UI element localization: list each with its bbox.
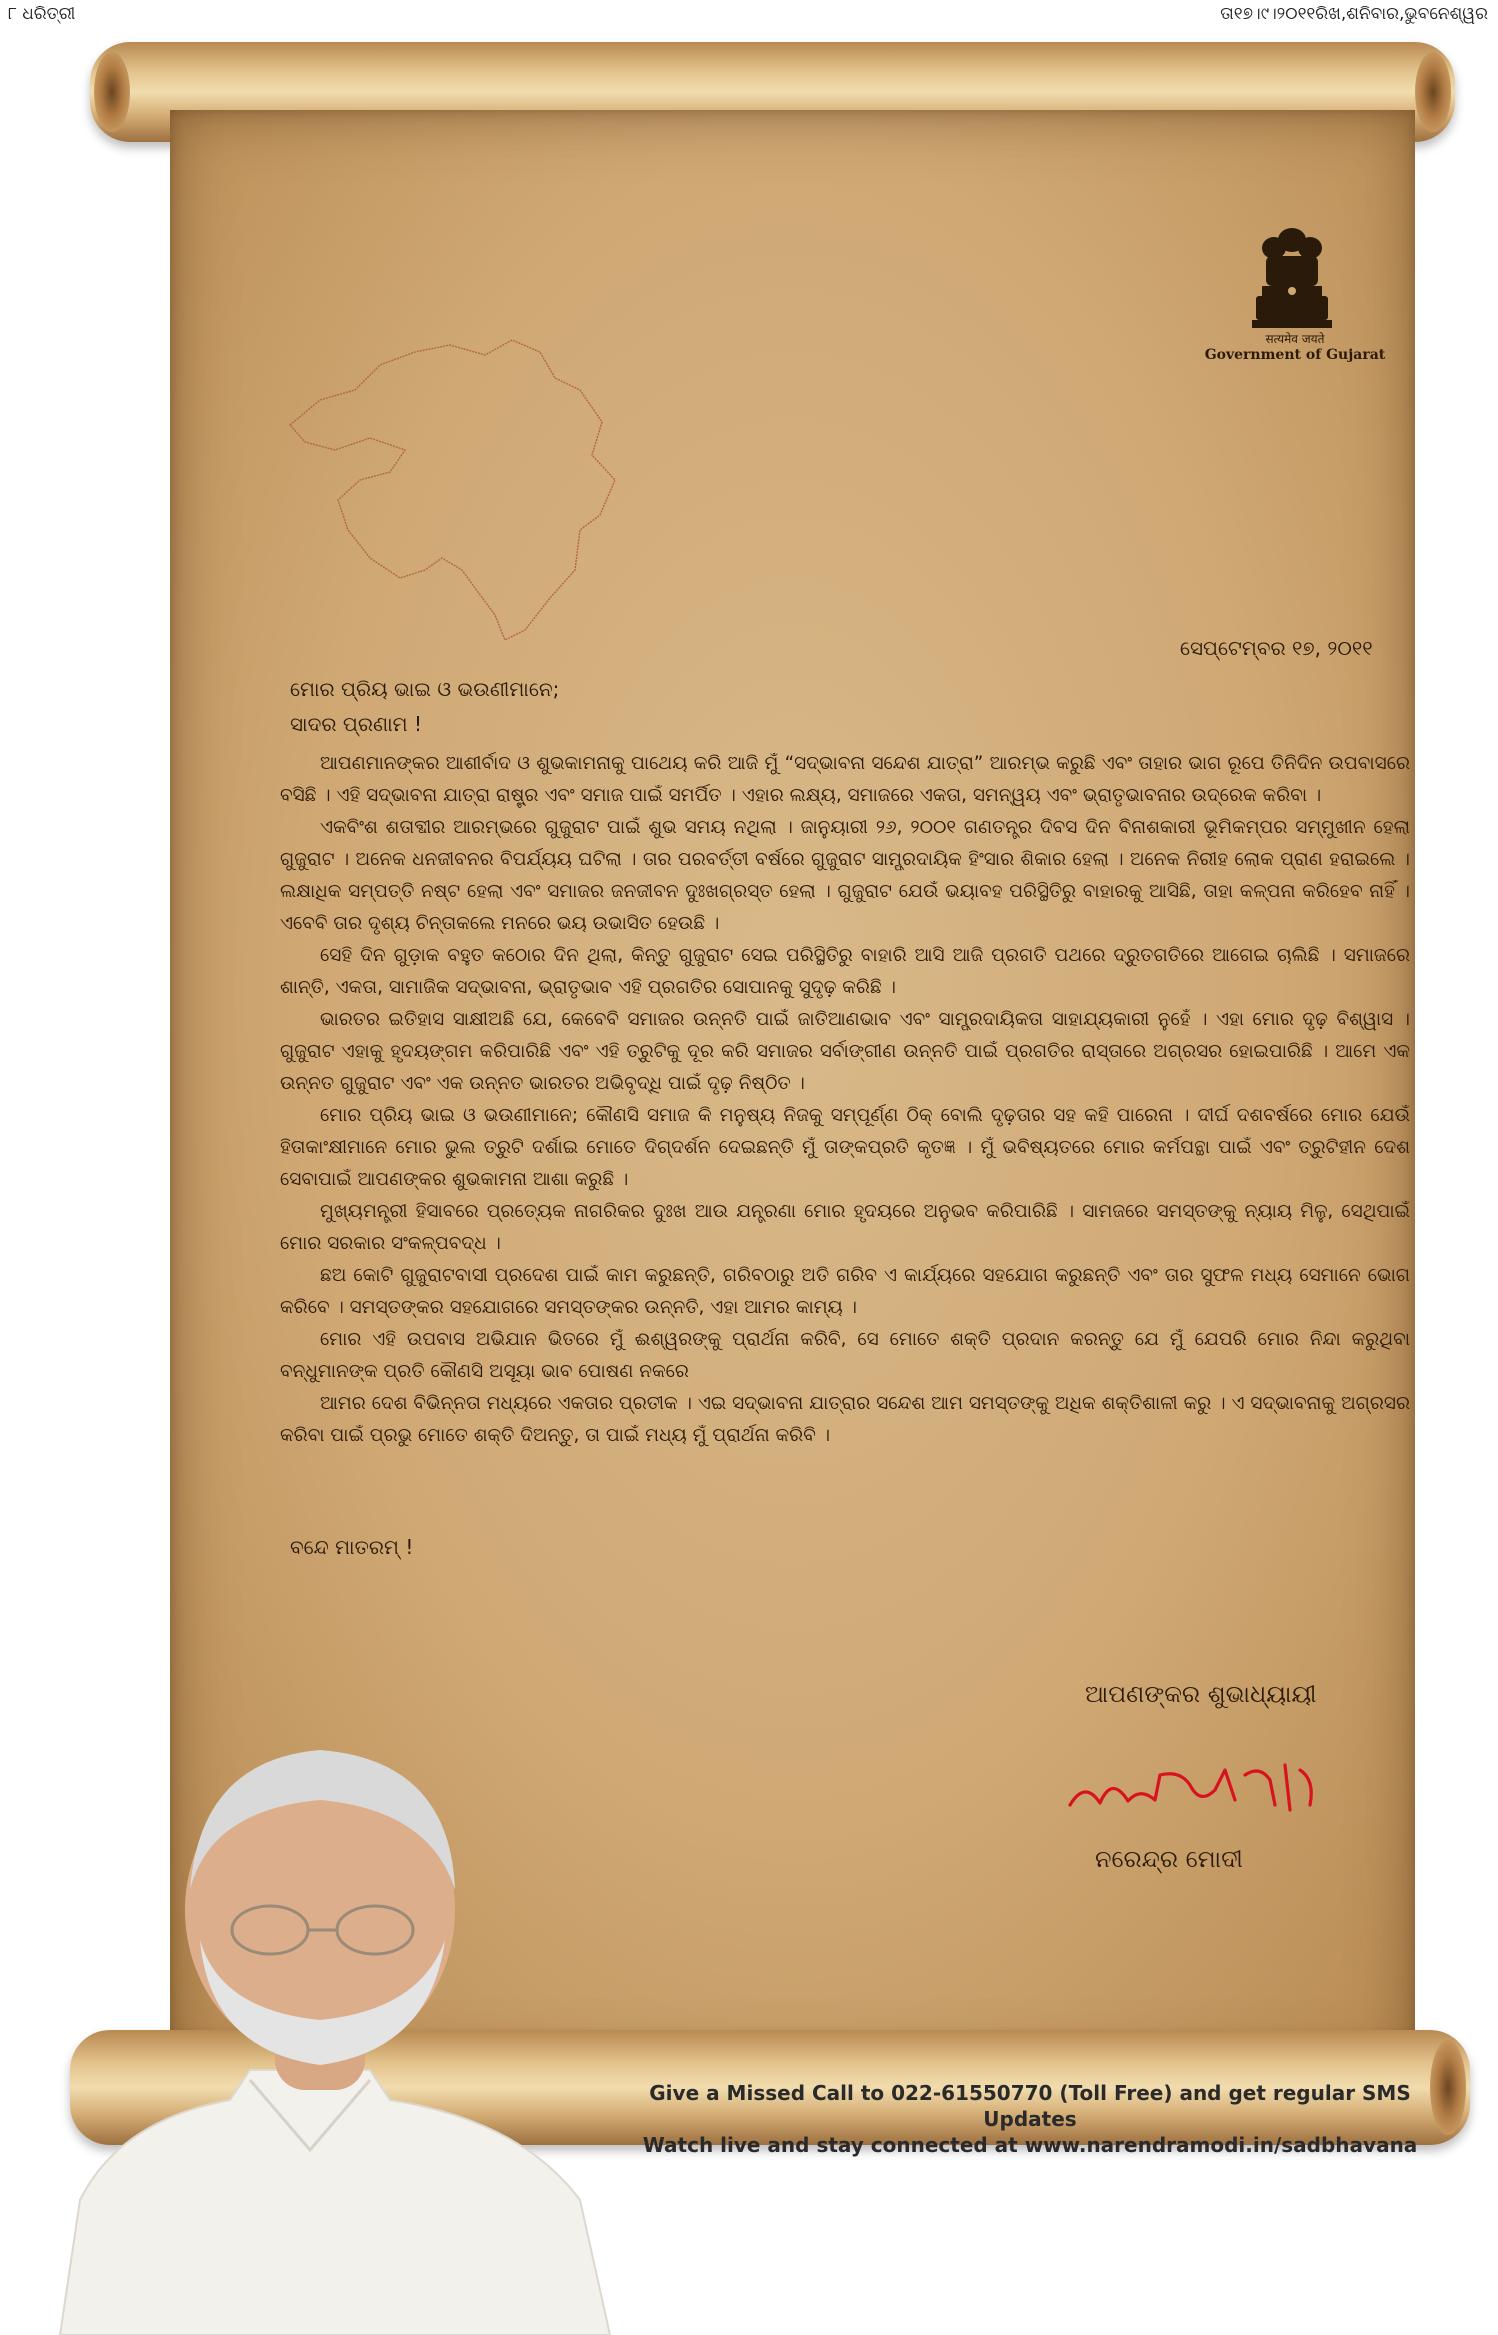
handwritten-signature: [1060, 1745, 1330, 1835]
footer-cta: [640, 2080, 1420, 2158]
letter-paragraph: ସେହି ଦିନ ଗୁଡ଼ାକ ବହୁତ କଠୋର ଦିନ ଥିଲା, କିନ୍ତୁ ଗୁଜୁରାଟ ସେଇ ପରିସ୍ଥିତିରୁ ବାହାରି ଆସି ଆଜି ପ୍ରଗତି ପଥରେ ଦ୍ରୁତଗତିରେ ଆଗେଇ ଚାଲିଛି । ସମାଜରେ ଶାନ୍ତି, ଏକତା, ସାମାଜିକ ସଦ୍‌ଭାବନା, ଭ୍ରାତୃଭାବ ଏହି ପ୍ରଗତିର ସୋପାନକୁ ସୁଦୃଢ଼ କରିଛି ।: [280, 945, 1410, 998]
letter-paragraph: ଆମର ଦେଶ ବିଭିନ୍ନତା ମଧ୍ୟରେ ଏକତାର ପ୍ରତୀକ । ଏଇ ସଦ୍‌ଭାବନା ଯାତ୍ରାର ସନ୍ଦେଶ ଆମ ସମସ୍ତଙ୍କୁ ଅଧିକ ଶକ୍ତିଶାଳୀ କରୁ । ଏ ସଦ୍‌ଭାବନାକୁ ଅଗ୍ରସର କରିବା ପାଇଁ ପ୍ରଭୁ ମୋତେ ଶକ୍ତି ଦିଅନ୍ତୁ, ତା ପାଇଁ ମଧ୍ୟ ମୁଁ ପ୍ରାର୍ଥନା କରିବି ।: [280, 1393, 1410, 1446]
government-name: Government of Gujarat: [1204, 347, 1386, 363]
signatory-name: ନରେନ୍ଦ୍ର ମୋଦୀ: [1095, 1845, 1243, 1873]
scroll-roll-end-right: [1430, 2040, 1466, 2135]
letter-body: [280, 748, 1410, 1452]
letter-valediction: ଆପଣଙ୍କର ଶୁଭାଧ୍ୟାୟୀ: [1085, 1680, 1317, 1708]
letter-paragraph: ଆପଣମାନଙ୍କର ଆଶୀର୍ବାଦ ଓ ଶୁଭକାମନାକୁ ପାଥେୟ କରି ଆଜି ମୁଁ “ସଦ୍‌ଭାବନା ସନ୍ଦେଶ ଯାତ୍ରା” ଆରମ୍ଭ କରୁଛି ଏବଂ ତାହାର ଭାଗ ରୂପେ ତିନିଦିନ ଉପବାସରେ ବସିଛି । ଏହି ସଦ୍‌ଭାବନା ଯାତ୍ରା ରାଷ୍ଟ୍ର ଏବଂ ସମାଜ ପାଇଁ ସମର୍ପିତ । ଏହାର ଲକ୍ଷ୍ୟ, ସମାଜରେ ଏକତା, ସମନ୍ୱୟ ଏବଂ ଭ୍ରାତୃଭାବନାର ଉଦ୍ରେକ କରିବା ।: [280, 753, 1410, 806]
cta-watch-live: Watch live and stay connected at www.narendramodi.in/sadbhavana: [642, 2133, 1418, 2157]
scroll-roll-end-left: [94, 52, 130, 132]
cta-missed-call: Give a Missed Call to 022-61550770 (Toll Free) and get regular SMS Updates: [649, 2081, 1411, 2131]
emblem-motto: सत्यमेव जयते: [1265, 332, 1325, 346]
page-header: [0, 0, 1498, 40]
letter-greeting: ସାଦର ପ୍ରଣାମ !: [290, 712, 423, 736]
letter-salutation: ମୋର ପ୍ରିୟ ଭାଇ ଓ ଭଉଣୀମାନେ;: [290, 677, 560, 701]
portrait-photo: [0, 1680, 720, 2335]
letter-date: ସେପ୍ଟେମ୍ବର ୧୭, ୨୦୧୧: [1180, 636, 1373, 660]
letter-paragraph: ମୋର ଏହି ଉପବାସ ଅଭିଯାନ ଭିତରେ ମୁଁ ଈଶ୍ୱରଙ୍କୁ ପ୍ରାର୍ଥନା କରିବି, ସେ ମୋତେ ଶକ୍ତି ପ୍ରଦାନ କରନ୍ତୁ ଯେ ମୁଁ ଯେପରି ମୋର ନିନ୍ଦା କରୁଥିବା ବନ୍ଧୁମାନଙ୍କ ପ୍ରତି କୌଣସି ଅସୂୟା ଭାବ ପୋଷଣ ନକରେ: [280, 1329, 1410, 1382]
newspaper-dateline: ତା୧୭।୯।୨୦୧୧ରିଖ,ଶନିବାର,ଭୁବନେଶ୍ୱର: [1220, 4, 1488, 24]
gujarat-map-outline: [250, 330, 670, 650]
scroll-roll-end-right: [1415, 52, 1451, 132]
letter-paragraph: ଏକବିଂଶ ଶତାବ୍ଦୀର ଆରମ୍ଭରେ ଗୁଜୁରାଟ ପାଇଁ ଶୁଭ ସମୟ ନଥିଲା । ଜାନୁୟାରୀ ୨୬, ୨୦୦୧ ଗଣତନ୍ତ୍ର ଦିବସ ଦିନ ବିନାଶକାରୀ ଭୂମିକମ୍ପର ସମ୍ମୁଖୀନ ହେଲା ଗୁଜୁରାଟ । ଅନେକ ଧନଜୀବନର ବିପର୍ଯ୍ୟୟ ଘଟିଲା । ତାର ପରବର୍ତ୍ତୀ ବର୍ଷରେ ଗୁଜୁରାଟ ସାମ୍ପ୍ରଦାୟିକ ହିଂସାର ଶିକାର ହେଲା । ଅନେକ ନିରୀହ ଲୋକ ପ୍ରାଣ ହରାଇଲେ । ଲକ୍ଷାଧିକ ସମ୍ପତ୍ତି ନଷ୍ଟ ହେଲା ଏବଂ ସମାଜର ଜନଜୀବନ ଦୁଃଖଗ୍ରସ୍ତ ହେଲା । ଗୁଜୁରାଟ ଯେଉଁ ଭୟାବହ ପରିସ୍ଥିତିରୁ ବାହାରକୁ ଆସିଛି, ତାହା କଳ୍ପନା କରିହେବ ନାହିଁ । ଏବେବି ତାର ଦୃଶ୍ୟ ଚିନ୍ତାକଲେ ମନରେ ଭୟ ଉଭାସିତ ହେଉଛି ।: [280, 817, 1410, 934]
letter-closing: ବନ୍ଦେ ମାତରମ୍ !: [290, 1535, 414, 1559]
newspaper-page-label: ୮ ଧରିତ୍ରୀ: [8, 4, 76, 24]
letter-paragraph: ଭାରତର ଇତିହାସ ସାକ୍ଷୀଅଛି ଯେ, କେବେବି ସମାଜର ଉନ୍ନତି ପାଇଁ ଜାତିଆଣଭାବ ଏବଂ ସାମ୍ପ୍ରଦାୟିକତା ସାହାଯ୍ୟକାରୀ ନୁହେଁ । ଏହା ମୋର ଦୃଢ଼ ବିଶ୍ୱାସ । ଗୁଜୁରାଟ ଏହାକୁ ହୃଦୟଙ୍ଗମ କରିପାରିଛି ଏବଂ ଏହି ତ୍ରୁଟିକୁ ଦୂର କରି ସମାଜର ସର୍ବାଙ୍ଗୀଣ ଉନ୍ନତି ପାଇଁ ପ୍ରଗତିର ରାସ୍ତାରେ ଅଗ୍ରସର ହୋଇପାରିଛି । ଆମେ ଏକ ଉନ୍ନତ ଗୁଜୁରାଟ ଏବଂ ଏକ ଉନ୍ନତ ଭାରତର ଅଭିବୃଦ୍ଧି ପାଇଁ ଦୃଢ଼ ନିଷ୍ଠିତ ।: [280, 1009, 1410, 1094]
letter-paragraph: ଛଅ କୋଟି ଗୁଜୁରାଟବାସୀ ପ୍ରଦେଶ ପାଇଁ କାମ କରୁଛନ୍ତି, ଗରିବଠାରୁ ଅତି ଗରିବ ଏ କାର୍ଯ୍ୟରେ ସହଯୋଗ କରୁଛନ୍ତି ଏବଂ ତାର ସୁଫଳ ମଧ୍ୟ ସେମାନେ ଭୋଗ କରିବେ । ସମସ୍ତଙ୍କର ସହଯୋଗରେ ସମସ୍ତଙ୍କର ଉନ୍ନତି, ଏହା ଆମର କାମ୍ୟ ।: [280, 1265, 1410, 1318]
letter-paragraph: ମୁଖ୍ୟମନ୍ତ୍ରୀ ହିସାବରେ ପ୍ରତ୍ୟେକ ନାଗରିକର ଦୁଃଖ ଆଉ ଯନ୍ତ୍ରଣା ମୋର ହୃଦୟରେ ଅନୁଭବ କରିପାରିଛି । ସାମଜରେ ସମସ୍ତଙ୍କୁ ନ୍ୟାୟ ମିଳୁ, ସେଥିପାଇଁ ମୋର ସରକାର ସଂକଳ୍ପବଦ୍ଧ ।: [280, 1201, 1410, 1254]
ashoka-emblem-icon: [1242, 222, 1342, 332]
letter-paragraph: ମୋର ପ୍ରିୟ ଭାଇ ଓ ଭଉଣୀମାନେ; କୌଣସି ସମାଜ କି ମନୁଷ୍ୟ ନିଜକୁ ସମ୍ପୂର୍ଣ୍ଣ ଠିକ୍ ବୋଲି ଦୃଢ଼ତାର ସହ କହି ପାରେନା । ଦୀର୍ଘ ଦଶବର୍ଷରେ ମୋର ଯେଉଁ ହିତାକାଂକ୍ଷୀମାନେ ମୋର ଭୁଲ ତ୍ରୁଟି ଦର୍ଶାଇ ମୋତେ ଦିଗ୍‌ଦର୍ଶନ ଦେଇଛନ୍ତି ମୁଁ ତାଙ୍କପ୍ରତି କୃତଜ୍ଞ । ମୁଁ ଭବିଷ୍ୟତରେ ମୋର କର୍ମପନ୍ଥା ପାଇଁ ଏବଂ ତ୍ରୁଟିହୀନ ଦେଶ ସେବାପାଇଁ ଆପଣଙ୍କର ଶୁଭକାମନା ଆଶା କରୁଛି ।: [280, 1105, 1410, 1190]
